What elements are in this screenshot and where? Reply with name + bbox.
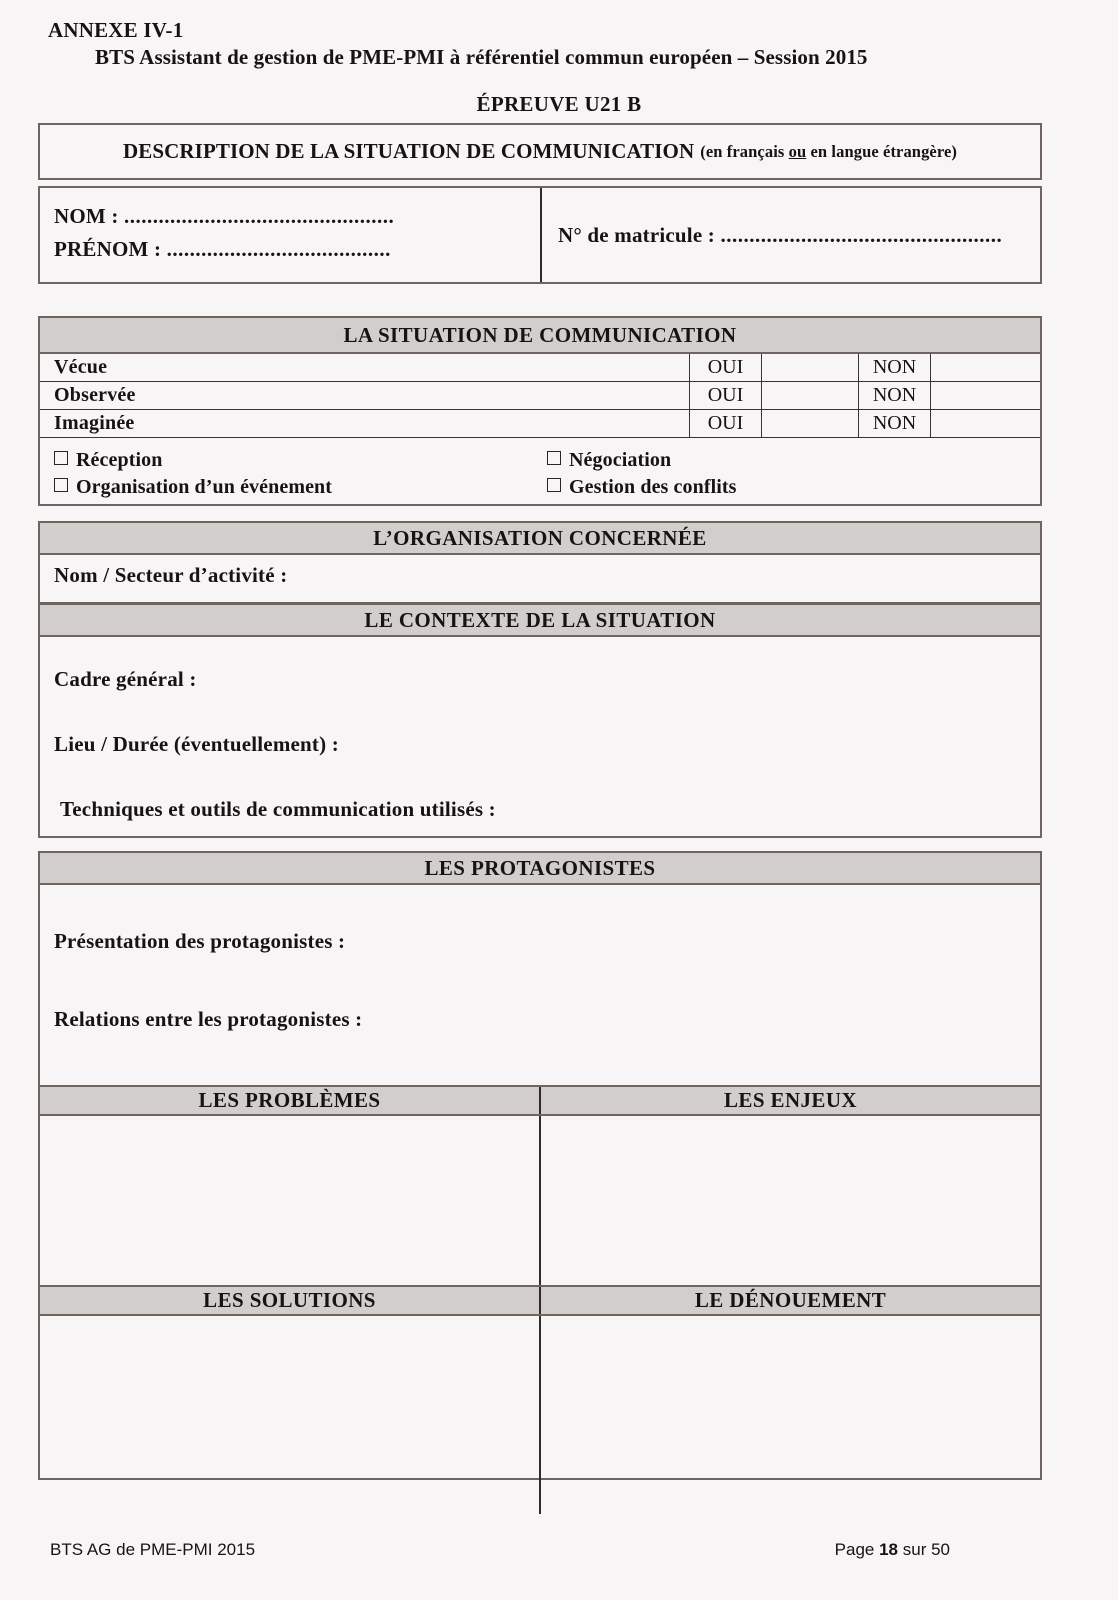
situation-block xyxy=(38,316,1042,506)
situation-row-label: Vécue xyxy=(40,354,690,381)
protagonistes-title: LES PROTAGONISTES xyxy=(40,853,1040,885)
organisation-field[interactable] xyxy=(40,555,1040,588)
paren-underline: ou xyxy=(788,141,807,161)
quadrant-title-enjeux: LES ENJEUX xyxy=(724,1088,857,1112)
contexte-field-techniques-outils[interactable]: Techniques et outils de communication utilisés : xyxy=(60,797,496,821)
quadrant-area-problemes[interactable] xyxy=(40,1116,541,1285)
prenom-field[interactable] xyxy=(54,233,540,266)
protagonistes-field-presentation[interactable]: Présentation des protagonistes : xyxy=(54,929,346,953)
quadrant-area-enjeux[interactable] xyxy=(541,1116,1040,1285)
situation-non-label: NON xyxy=(859,354,931,381)
checkbox-column-left xyxy=(54,447,547,501)
contexte-field-lieu-duree[interactable]: Lieu / Durée (éventuellement) : xyxy=(54,732,339,756)
contexte-title: LE CONTEXTE DE LA SITUATION xyxy=(40,605,1040,637)
situation-row-label: Imaginée xyxy=(40,410,690,437)
epreuve-title: ÉPREUVE U21 B xyxy=(476,92,642,116)
prenom-label: PRÉNOM : xyxy=(54,236,162,261)
organisation-field-label: Nom / Secteur d’activité : xyxy=(54,563,288,587)
situation-oui-label: OUI xyxy=(690,354,762,381)
contexte-body xyxy=(40,637,1040,822)
situation-oui-checkbox[interactable] xyxy=(762,382,859,409)
contexte-field-cadre-general[interactable]: Cadre général : xyxy=(54,667,197,691)
protagonistes-field-relations[interactable]: Relations entre les protagonistes : xyxy=(54,1007,363,1031)
situation-non-label: NON xyxy=(859,410,931,437)
checkbox-icon[interactable] xyxy=(54,451,68,465)
situation-non-checkbox[interactable] xyxy=(931,382,1017,409)
quadrant-body-row-top xyxy=(40,1116,1040,1285)
checkbox-icon[interactable] xyxy=(54,478,68,492)
situation-row-label: Observée xyxy=(40,382,690,409)
situation-oui-label: OUI xyxy=(690,382,762,409)
table-row xyxy=(40,354,1040,382)
nom-field[interactable] xyxy=(54,200,540,233)
description-paren xyxy=(700,142,957,162)
matricule-dotted-line: ................................................. xyxy=(720,222,1003,247)
description-box xyxy=(38,123,1042,180)
quadrant-title-problemes: LES PROBLÈMES xyxy=(40,1087,541,1114)
organisation-block xyxy=(38,521,1042,604)
contexte-block xyxy=(38,603,1042,838)
quadrant-area-solutions[interactable] xyxy=(40,1316,541,1514)
footer-page-indicator xyxy=(835,1540,950,1560)
checkbox-label: Négociation xyxy=(569,449,672,471)
annexe-label: ANNEXE IV-1 xyxy=(48,18,184,42)
quadrant-area-denouement[interactable] xyxy=(541,1316,1040,1514)
checkbox-label: Organisation d’un événement xyxy=(76,476,333,498)
page-prefix: Page xyxy=(834,1540,880,1559)
footer-left-text: BTS AG de PME-PMI 2015 xyxy=(50,1540,256,1559)
checkbox-gestion-conflits[interactable] xyxy=(547,474,1040,501)
checkbox-label: Réception xyxy=(76,449,163,471)
situation-oui-checkbox[interactable] xyxy=(762,354,859,381)
situation-checkbox-group xyxy=(40,438,1040,509)
table-row xyxy=(40,382,1040,410)
matricule-field[interactable] xyxy=(558,219,1002,252)
matricule-label: N° de matricule : xyxy=(558,222,716,247)
situation-title: LA SITUATION DE COMMUNICATION xyxy=(40,318,1040,354)
nom-label: NOM : xyxy=(54,204,119,228)
quadrant-title-solutions: LES SOLUTIONS xyxy=(40,1287,541,1314)
checkbox-column-right xyxy=(547,447,1040,501)
organisation-title: L’ORGANISATION CONCERNÉE xyxy=(40,523,1040,555)
prenom-dotted-line: ....................................... xyxy=(166,236,391,261)
quadrant-title-denouement: LE DÉNOUEMENT xyxy=(694,1288,887,1312)
page-number: 18 xyxy=(879,1540,899,1559)
protagonistes-body xyxy=(40,885,1040,1032)
situation-non-checkbox[interactable] xyxy=(931,410,1017,437)
exam-subtitle: BTS Assistant de gestion de PME-PMI à référentiel commun européen – Session 2015 xyxy=(95,45,868,69)
page-suffix: sur 50 xyxy=(898,1540,950,1559)
checkbox-label: Gestion des conflits xyxy=(569,476,737,498)
quadrant-header-row-bottom xyxy=(40,1285,1040,1316)
situation-oui-checkbox[interactable] xyxy=(762,410,859,437)
description-title: DESCRIPTION DE LA SITUATION DE COMMUNICATION xyxy=(122,139,695,163)
protagonistes-block xyxy=(38,851,1042,1480)
identity-left-column xyxy=(40,188,542,282)
table-row xyxy=(40,410,1040,438)
checkbox-organisation-evenement[interactable] xyxy=(54,474,547,501)
paren-before: (en français xyxy=(700,141,789,161)
checkbox-reception[interactable] xyxy=(54,447,547,474)
paren-after: en langue étrangère) xyxy=(806,141,958,161)
nom-dotted-line: ............................................... xyxy=(124,204,395,228)
quadrant-body-row-bottom xyxy=(40,1316,1040,1514)
situation-non-checkbox[interactable] xyxy=(931,354,1017,381)
identity-right-column xyxy=(542,188,1040,282)
checkbox-icon[interactable] xyxy=(547,478,561,492)
identity-box xyxy=(38,186,1042,284)
checkbox-icon[interactable] xyxy=(547,451,561,465)
situation-non-label: NON xyxy=(859,382,931,409)
quadrant-header-row-top xyxy=(40,1085,1040,1116)
situation-oui-label: OUI xyxy=(690,410,762,437)
checkbox-negociation[interactable] xyxy=(547,447,1040,474)
